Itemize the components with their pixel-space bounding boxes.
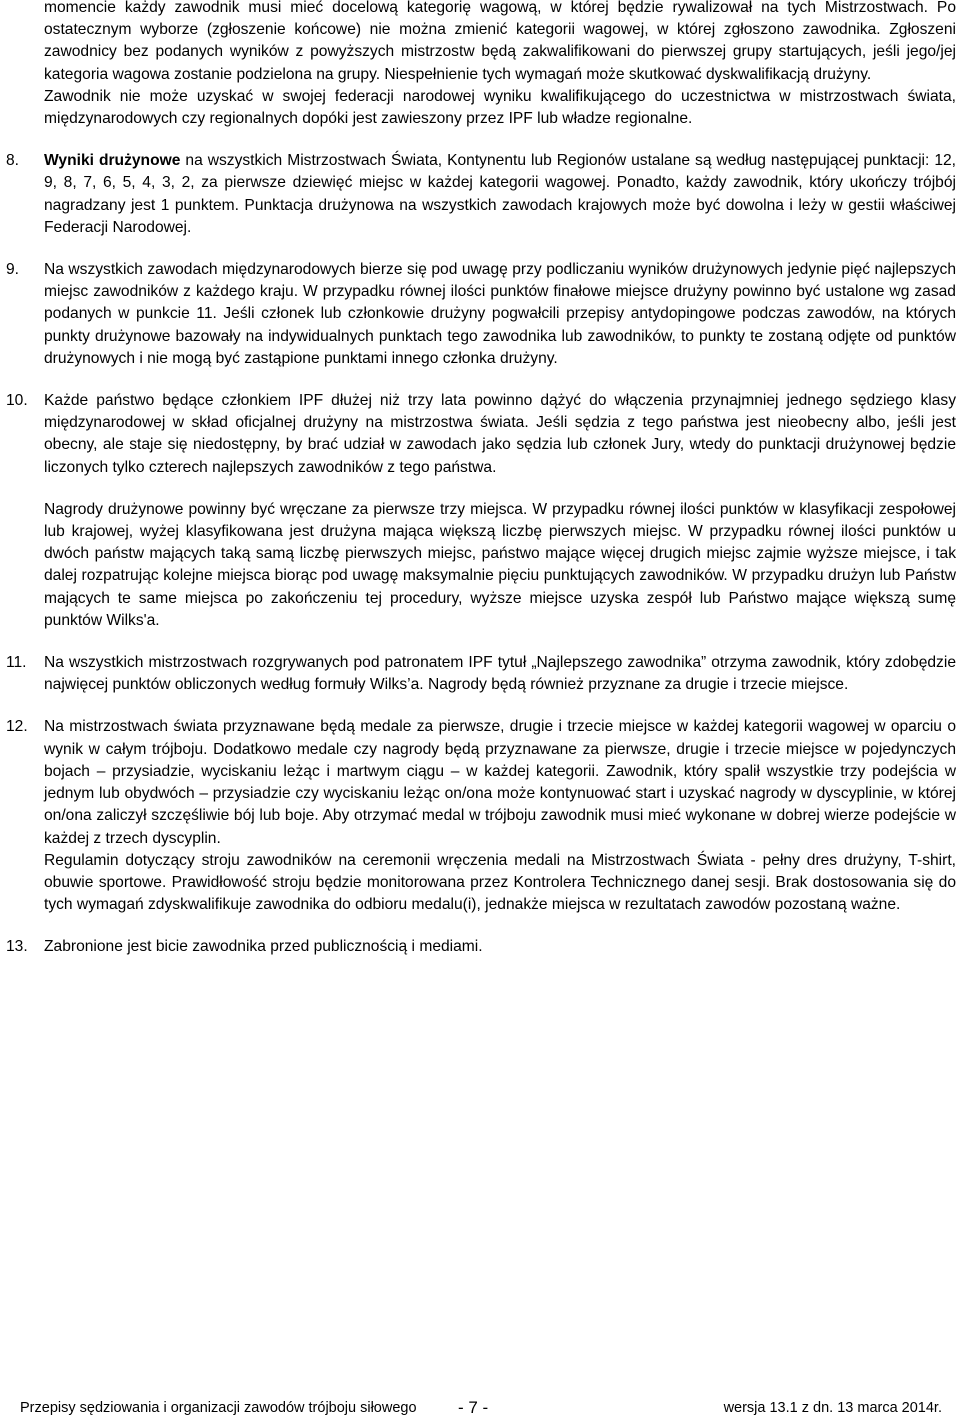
section-11 (6, 652, 956, 696)
section-10 (6, 390, 956, 632)
spacer (44, 632, 956, 652)
footer-page-number: - 7 - (458, 1398, 489, 1417)
section-number: 8. (6, 152, 20, 170)
footer-version: wersja 13.1 z dn. 13 marca 2014r. (723, 1400, 942, 1416)
spacer (44, 130, 956, 150)
section-bold-heading: Wyniki drużynowe (44, 152, 181, 170)
section-number: 11. (6, 654, 27, 672)
section-text (44, 150, 956, 239)
section-number: 13. (6, 938, 28, 956)
document-body (6, 0, 957, 959)
section-text: Na wszystkich mistrzostwach rozgrywanych pod patronatem IPF tytuł „Najlepszego zawodnika” otrzyma zawodnik, który zdobędzie najwięcej punktów obliczonych według formuły Wilks’a. Nagrody będą również przyznane za drugie i trzecie miejsce. (44, 654, 956, 694)
spacer (44, 916, 956, 936)
section-text-team-awards: Nagrody drużynowe powinny być wręczane za pierwsze trzy miejsca. W przypadku równej ilości punktów w klasyfikacji zespołowej lub krajowej, wyżej klasyfikowana jest drużyna mająca większą liczbę pierwszych miejsc. W przypadku równej ilości punktów u dwóch państw mających taką samą liczbę pierwszych miejsc, państwo mające więcej drugich miejsc zajmie wyższe miejsce, i tak dalej rozpatrując kolejne miejsca biorąc pod uwagę maksymalnie pięciu punktujących zawodników. W przypadku drużyn lub Państw mających te same miejsca po zakończeniu tej procedury, wyższe miejsce uzyska zespół lub Państwo mające większą sumę punktów Wilks'a. (44, 500, 956, 629)
section-number: 12. (6, 718, 28, 736)
section-text: Na mistrzostwach świata przyznawane będą medale za pierwsze, drugie i trzecie miejsce w każdej kategorii wagowej w oparciu o wynik w całym trójboju. Dodatkowo medale czy nagrody będą przyznawane za pierwsze, drugie i trzecie miejsce w pojedynczych bojach – przysiadzie, wyciskaniu leżąc i martwym ciągu – w każdej kategorii. Zawodnik, który spalił wszystkie trzy podejścia w jednym lub obydwóch – przysiadzie czy wyciskaniu leżąc on/ona może kontynuować start i uzyskać nagrody w dyscyplinie, w której on/ona zaliczył szczęśliwie bój lub boje. Aby otrzymać medal w trójboju zawodnik musi mieć wykonane w dobrej wierze podejście w każdej z trzech dyscyplin. (44, 718, 956, 847)
spacer (44, 479, 956, 499)
spacer (44, 696, 956, 716)
section-number: 9. (6, 261, 20, 279)
section-text: Zabronione jest bicie zawodnika przed publicznością i mediami. (44, 938, 483, 956)
section-8 (6, 150, 957, 239)
section-text-dress-code: Regulamin dotyczący stroju zawodników na ceremonii wręczenia medali na Mistrzostwach Świata - pełny dres drużyny, T-shirt, obuwie sportowe. Prawidłowość stroju będzie monitorowana przez Kontrolera Technicznego danej sesji. Brak dostosowania się do tych wymagań zdyskwalifikuje zawodnika do odbioru medalu(i), jednakże miejsca w rezultatach zawodów pozostaną ważne. (44, 851, 956, 914)
spacer (44, 239, 956, 259)
section-text: Na wszystkich zawodach międzynarodowych bierze się pod uwagę przy podliczaniu wyników drużynowych jedynie pięć najlepszych miejsc zawodników z każdego kraju. W przypadku równej ilości punktów finałowe miejsce drużyny powinno być ustalone wg zasad podanych w punkcie 11. Jeśli członek lub członkowie drużyny pogwałcili przepisy antydopingowe podczas zawodów, na których punkty drużynowe bazowały na indywidualnych punktach tego zawodnika lub zawodników, to punkty te zostaną odjęte od punktów drużynowych i nie mogą być zastąpione punktami innego członka drużyny. (44, 261, 956, 367)
intro-paragraph: momencie każdy zawodnik musi mieć docelową kategorię wagową, w której będzie rywalizował na tych Mistrzostwach. Po ostatecznym wyborze (zgłoszenie końcowe) nie można zmienić kategorii wagowej, w której zgłoszono zawodnika. Zgłoszeni zawodnicy bez podanych wyników z powyższych mistrzostw będą zakwalifikowani do pierwszej grupy startujących, jeśli jego/jej kategoria wagowa zostanie podzielona na grupy. Niespełnienie tych wymagań może skutkować dyskwalifikacją drużyny. (44, 0, 956, 83)
footer-document-title: Przepisy sędziowania i organizacji zawodów trójboju siłowego (20, 1400, 417, 1416)
intro-paragraph-suspension: Zawodnik nie może uzyskać w swojej federacji narodowej wyniku kwalifikującego do uczestnictwa w mistrzostwach świata, międzynarodowych czy regionalnych dopóki jest zawieszony przez IPF lub władze regionalne. (44, 87, 956, 128)
section-9 (6, 259, 956, 370)
section-text: Każde państwo będące członkiem IPF dłużej niż trzy lata powinno dążyć do włączenia przynajmniej jednego sędziego klasy międzynarodowej w skład oficjalnej drużyny na mistrzostwa świata. Jeśli sędzia z tego państwa jest nieobecny albo, jeśli jest obecny, ale staje się niedostępny, by brać udział w zawodach jako sędzia lub członek Jury, wtedy do punktacji drużynowej będzie liczonych tylko czterech najlepszych zawodników z tego państwa. (44, 392, 956, 476)
section-body: na wszystkich Mistrzostwach Świata, Kontynentu lub Regionów ustalane są według następującej punktacji: 12, 9, 8, 7, 6, 5, 4, 3, 2, za pierwsze dziewięć miejsc w każdej kategorii wagowej. Ponadto, każdy zawodnik, który ukończy trójbój nagradzany jest 1 punktem. Punktacja drużynowa na wszystkich zawodach krajowych może być dowolna i leży w gestii właściwej Federacji Narodowej. (44, 152, 957, 236)
spacer (44, 370, 956, 390)
section-12 (6, 716, 956, 916)
section-13 (6, 936, 956, 958)
section-number: 10. (6, 392, 28, 410)
